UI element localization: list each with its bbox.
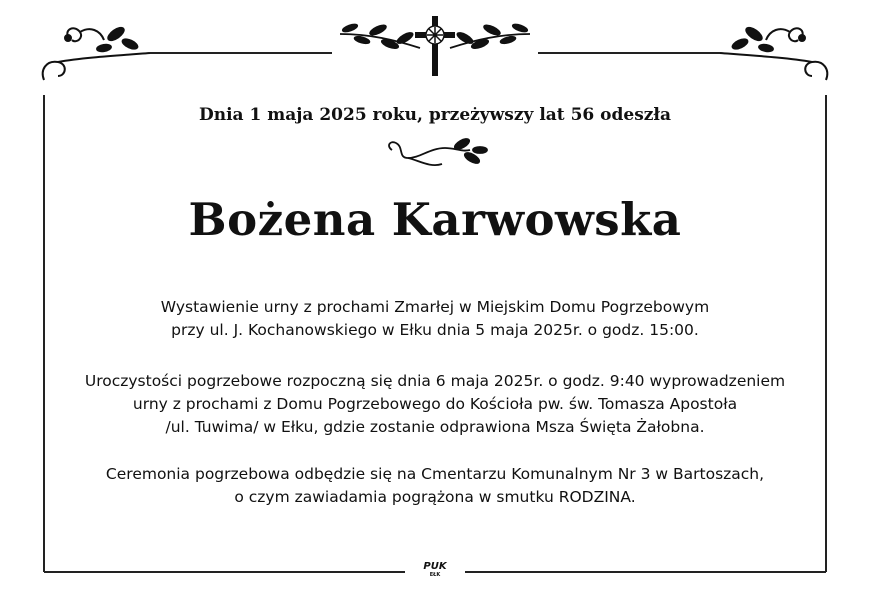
logo-sub-text: EŁK	[429, 572, 441, 578]
paragraph-line: przy ul. J. Kochanowskiego w Ełku dnia 5 maja 2025r. o godz. 15:00.	[171, 321, 699, 339]
logo-main-text: PUK	[423, 561, 447, 572]
swirl-leaf-divider-icon	[389, 137, 487, 165]
puk-logo	[409, 562, 461, 578]
paragraph-line: Wystawienie urny z prochami Zmarłej w Miejskim Domu Pogrzebowym	[160, 298, 710, 316]
paragraph-line: /ul. Tuwima/ w Ełku, gdzie zostanie odprawiona Msza Święta Żałobna.	[165, 418, 705, 436]
paragraph-line: o czym zawiadamia pogrążona w smutku RODZINA.	[234, 488, 636, 506]
deceased-name: Bożena Karwowska	[188, 193, 682, 246]
paragraph-exhibition	[0, 296, 870, 342]
corner-flourish-right-icon	[720, 26, 827, 80]
paragraph-line: Uroczystości pogrzebowe rozpoczną się dnia 6 maja 2025r. o godz. 9:40 wyprowadzeniem	[84, 372, 786, 390]
corner-flourish-left-icon	[43, 26, 150, 80]
cross-with-laurel-icon	[340, 16, 530, 76]
intro-text: Dnia 1 maja 2025 roku, przeżywszy lat 56 odeszła	[199, 105, 671, 125]
paragraph-ceremony	[0, 370, 870, 439]
paragraph-burial	[0, 463, 870, 509]
paragraph-line: Ceremonia pogrzebowa odbędzie się na Cmentarzu Komunalnym Nr 3 w Bartoszach,	[105, 465, 765, 483]
paragraph-line: urny z prochami z Domu Pogrzebowego do Kościoła pw. św. Tomasza Apostoła	[132, 395, 738, 413]
